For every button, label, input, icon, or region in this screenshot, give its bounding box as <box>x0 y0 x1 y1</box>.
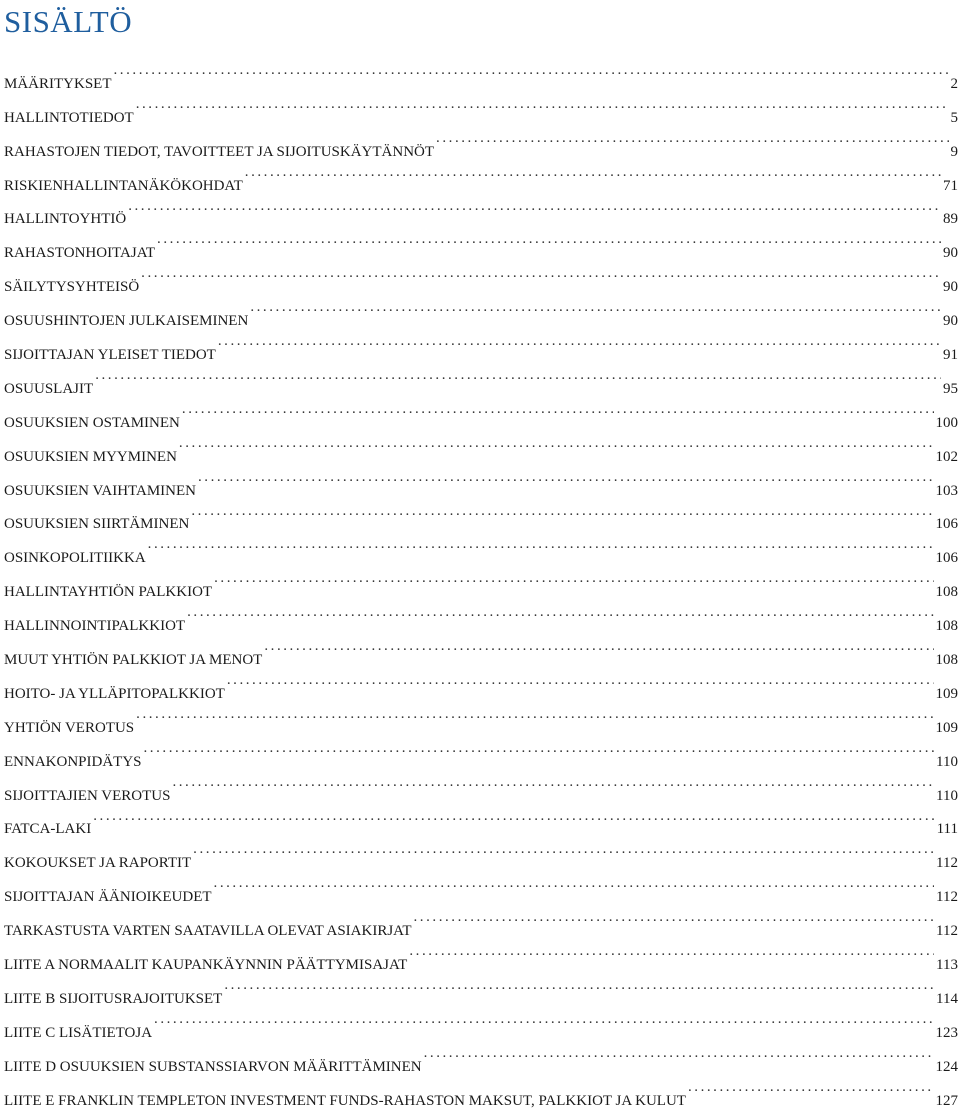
toc-entry-page-number: 112 <box>936 923 958 940</box>
dot-leader <box>436 122 948 156</box>
toc-entry-label: RAHASTOJEN TIEDOT, TAVOITTEET JA SIJOITUSKÄYTÄNNÖT <box>4 143 435 160</box>
toc-entry[interactable] <box>4 800 958 838</box>
dot-leader <box>179 427 934 461</box>
toc-entry-page-number: 108 <box>935 652 958 669</box>
dot-leader <box>141 257 941 291</box>
toc-entry-label: OSUUSLAJIT <box>4 380 94 397</box>
dot-leader <box>172 766 934 800</box>
toc-entry-page-number: 5 <box>950 109 958 126</box>
dot-leader <box>193 833 934 867</box>
toc-entry-label: SÄILYTYSYHTEISÖ <box>4 279 140 296</box>
toc-entry-page-number: 102 <box>935 448 958 465</box>
toc-entry[interactable] <box>4 88 958 126</box>
dot-leader <box>144 732 935 766</box>
dot-leader <box>414 901 935 935</box>
dot-leader <box>148 528 934 562</box>
toc-entry-page-number: 127 <box>935 1092 958 1109</box>
toc-entry-page-number: 108 <box>935 584 958 601</box>
dot-leader <box>227 664 934 698</box>
toc-entry-label: OSUUKSIEN SIIRTÄMINEN <box>4 516 190 533</box>
toc-entry-page-number: 112 <box>936 889 958 906</box>
toc-entry[interactable] <box>4 766 958 804</box>
toc-entry-page-number: 103 <box>935 482 958 499</box>
toc-entry-label: HALLINTOYHTIÖ <box>4 211 127 228</box>
toc-entry-label: OSUUKSIEN MYYMINEN <box>4 448 177 465</box>
toc-entry-page-number: 2 <box>950 75 958 92</box>
toc-entry[interactable] <box>4 393 958 431</box>
toc-entry[interactable] <box>4 732 958 770</box>
toc-entry[interactable] <box>4 562 958 601</box>
toc-entry-page-number: 123 <box>935 1024 958 1041</box>
dot-leader <box>154 1003 933 1037</box>
toc-entry-page-number: 106 <box>935 516 958 533</box>
toc-entry-page-number: 106 <box>935 550 958 567</box>
dot-leader <box>218 325 941 359</box>
dot-leader <box>182 393 934 427</box>
toc-entry-label: TARKASTUSTA VARTEN SAATAVILLA OLEVAT ASIAKIRJAT <box>4 923 412 940</box>
toc-entry-page-number: 100 <box>935 414 958 431</box>
toc-entry-page-number: 108 <box>935 618 958 635</box>
dot-leader <box>214 867 935 901</box>
toc-entry[interactable] <box>4 257 958 296</box>
toc-entry-label: RISKIENHALLINTANÄKÖKOHDAT <box>4 177 243 194</box>
toc-entry[interactable] <box>4 528 958 567</box>
toc-entry-label: HALLINTAYHTIÖN PALKKIOT <box>4 584 213 601</box>
toc-entry-page-number: 110 <box>936 753 958 770</box>
toc-entry-page-number: 90 <box>943 245 958 262</box>
toc-entry-label: LIITE A NORMAALIT KAUPANKÄYNNIN PÄÄTTYMISAJAT <box>4 957 408 974</box>
toc-entry-page-number: 110 <box>936 787 958 804</box>
toc-entry-page-number: 90 <box>943 313 958 330</box>
dot-leader <box>245 156 941 190</box>
dot-leader <box>250 291 941 325</box>
toc-entry-label: ENNAKONPIDÄTYS <box>4 753 142 770</box>
dot-leader <box>214 562 933 596</box>
toc-entry[interactable] <box>4 122 958 160</box>
toc-entry-page-number: 71 <box>943 177 958 194</box>
dot-leader <box>409 935 934 969</box>
toc-entry[interactable] <box>4 833 958 872</box>
dot-leader <box>191 495 933 529</box>
toc-entry-page-number: 90 <box>943 279 958 296</box>
table-of-contents <box>4 54 958 1109</box>
toc-entry-page-number: 91 <box>943 347 958 364</box>
dot-leader <box>157 223 941 257</box>
toc-entry-page-number: 111 <box>936 821 958 838</box>
toc-entry-page-number: 124 <box>935 1058 958 1075</box>
toc-entry-page-number: 109 <box>935 719 958 736</box>
dot-leader <box>128 190 941 224</box>
toc-entry-label: SIJOITTAJAN YLEISET TIEDOT <box>4 347 216 364</box>
toc-entry-page-number: 114 <box>936 990 958 1007</box>
toc-entry-label: OSINKOPOLITIIKKA <box>4 550 146 567</box>
toc-entry-label: RAHASTONHOITAJAT <box>4 245 156 262</box>
dot-leader <box>136 88 949 122</box>
toc-entry-label: HALLINTOTIEDOT <box>4 109 134 126</box>
toc-entry-page-number: 95 <box>943 380 958 397</box>
toc-entry-label: LIITE D OSUUKSIEN SUBSTANSSIARVON MÄÄRITTÄMINEN <box>4 1058 422 1075</box>
dot-leader <box>198 461 934 495</box>
dot-leader <box>136 698 933 732</box>
toc-entry-label: YHTIÖN VEROTUS <box>4 719 135 736</box>
toc-entry-label: MUUT YHTIÖN PALKKIOT JA MENOT <box>4 652 263 669</box>
toc-entry-label: MÄÄRITYKSET <box>4 75 112 92</box>
toc-entry-label: HOITO- JA YLLÄPITOPALKKIOT <box>4 685 225 702</box>
toc-entry-label: SIJOITTAJIEN VEROTUS <box>4 787 171 804</box>
dot-leader <box>95 359 941 393</box>
toc-entry[interactable] <box>4 54 958 92</box>
toc-entry-label: OSUUKSIEN VAIHTAMINEN <box>4 482 196 499</box>
toc-entry-label: OSUUSHINTOJEN JULKAISEMINEN <box>4 313 249 330</box>
toc-entry-page-number: 113 <box>936 957 958 974</box>
toc-entry[interactable] <box>4 698 958 736</box>
dot-leader <box>187 596 933 630</box>
toc-entry-label: SIJOITTAJAN ÄÄNIOIKEUDET <box>4 889 212 906</box>
toc-entry-label: OSUUKSIEN OSTAMINEN <box>4 414 180 431</box>
toc-entry-page-number: 89 <box>943 211 958 228</box>
toc-entry[interactable] <box>4 223 958 262</box>
toc-entry[interactable] <box>4 190 958 228</box>
dot-leader <box>114 54 949 88</box>
toc-entry-label: FATCA-LAKI <box>4 821 92 838</box>
toc-entry-label: KOKOUKSET JA RAPORTIT <box>4 855 192 872</box>
toc-entry[interactable] <box>4 291 958 330</box>
toc-entry-page-number: 112 <box>936 855 958 872</box>
toc-entry-label: LIITE E FRANKLIN TEMPLETON INVESTMENT FUNDS-RAHASTON MAKSUT, PALKKIOT JA KULUT <box>4 1092 686 1109</box>
dot-leader <box>224 969 934 1003</box>
dot-leader <box>93 800 934 834</box>
dot-leader <box>688 1071 934 1105</box>
toc-entry-label: LIITE C LISÄTIETOJA <box>4 1024 153 1041</box>
page-title: SISÄLTÖ <box>4 4 133 39</box>
toc-entry-label: HALLINNOINTIPALKKIOT <box>4 618 186 635</box>
dot-leader <box>424 1037 934 1071</box>
toc-entry-page-number: 109 <box>935 685 958 702</box>
dot-leader <box>264 630 933 664</box>
toc-entry-page-number: 9 <box>950 143 958 160</box>
toc-entry[interactable] <box>4 359 958 397</box>
toc-entry-label: LIITE B SIJOITUSRAJOITUKSET <box>4 990 223 1007</box>
